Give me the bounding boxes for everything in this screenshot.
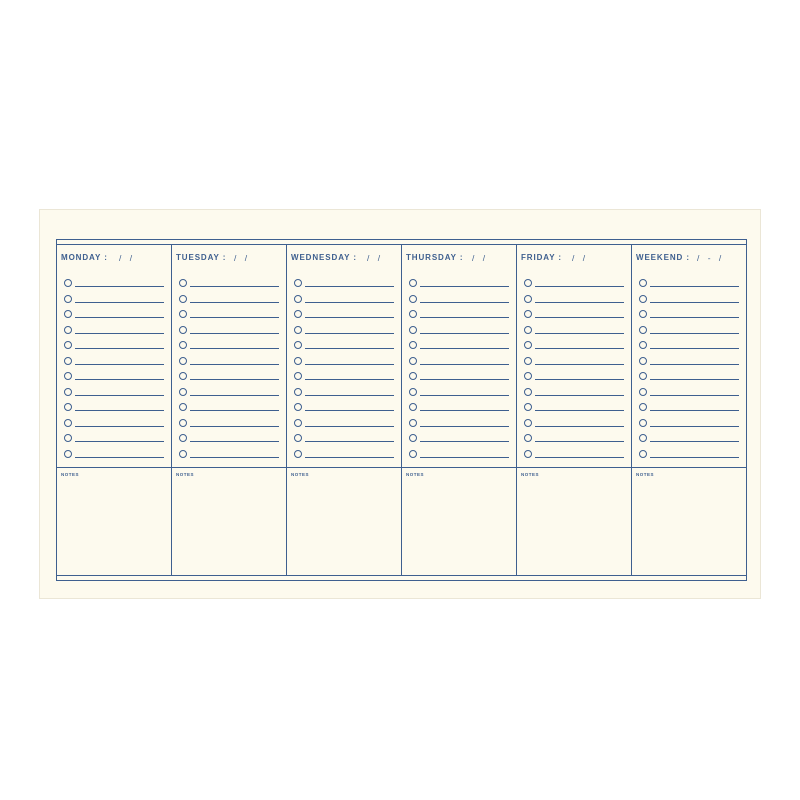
- task-write-line[interactable]: [75, 333, 164, 334]
- task-row: [294, 446, 394, 462]
- task-checkbox-icon[interactable]: [294, 295, 302, 303]
- task-write-line[interactable]: [420, 302, 509, 303]
- task-write-line[interactable]: [75, 286, 164, 287]
- task-checkbox-icon[interactable]: [179, 279, 187, 287]
- task-write-line[interactable]: [75, 395, 164, 396]
- task-row: [524, 415, 624, 431]
- task-row: [179, 275, 279, 291]
- day-label: MONDAY :: [61, 253, 108, 262]
- task-write-line[interactable]: [535, 441, 624, 442]
- task-checkbox-icon[interactable]: [179, 372, 187, 380]
- notes-label: NOTES: [406, 472, 425, 477]
- day-column-weekend: [631, 244, 746, 576]
- task-write-line[interactable]: [420, 364, 509, 365]
- task-checkbox-icon[interactable]: [179, 388, 187, 396]
- task-checkbox-icon[interactable]: [524, 341, 532, 349]
- task-write-line[interactable]: [305, 457, 394, 458]
- task-write-line[interactable]: [75, 379, 164, 380]
- task-checkbox-icon[interactable]: [294, 357, 302, 365]
- task-row: [179, 384, 279, 400]
- task-write-line[interactable]: [305, 286, 394, 287]
- notes-area[interactable]: [632, 467, 746, 576]
- task-checkbox-icon[interactable]: [294, 279, 302, 287]
- notes-label: NOTES: [61, 472, 80, 477]
- task-checkbox-icon[interactable]: [639, 341, 647, 349]
- task-checkbox-icon[interactable]: [64, 341, 72, 349]
- notes-area[interactable]: [402, 467, 516, 576]
- task-row: [409, 291, 509, 307]
- task-row: [639, 353, 739, 369]
- task-write-line[interactable]: [650, 302, 739, 303]
- task-write-line[interactable]: [650, 395, 739, 396]
- task-row: [179, 399, 279, 415]
- day-column-monday: [57, 244, 171, 576]
- notes-label: NOTES: [521, 472, 540, 477]
- task-write-line[interactable]: [535, 302, 624, 303]
- task-row: [639, 446, 739, 462]
- task-row: [179, 415, 279, 431]
- task-row: [64, 337, 164, 353]
- task-row: [409, 275, 509, 291]
- task-list: [294, 275, 394, 461]
- task-row: [409, 368, 509, 384]
- task-write-line[interactable]: [535, 395, 624, 396]
- task-write-line[interactable]: [190, 441, 279, 442]
- task-row: [179, 322, 279, 338]
- task-checkbox-icon[interactable]: [294, 403, 302, 411]
- task-write-line[interactable]: [75, 364, 164, 365]
- task-write-line[interactable]: [190, 364, 279, 365]
- task-checkbox-icon[interactable]: [639, 450, 647, 458]
- task-row: [524, 291, 624, 307]
- task-write-line[interactable]: [305, 364, 394, 365]
- task-row: [179, 353, 279, 369]
- task-checkbox-icon[interactable]: [409, 403, 417, 411]
- task-write-line[interactable]: [420, 286, 509, 287]
- weekly-planner-pad: [40, 210, 760, 598]
- task-write-line[interactable]: [190, 426, 279, 427]
- task-row: [409, 353, 509, 369]
- task-row: [639, 291, 739, 307]
- task-write-line[interactable]: [650, 333, 739, 334]
- task-row: [294, 306, 394, 322]
- task-row: [294, 368, 394, 384]
- task-list: [179, 275, 279, 461]
- task-row: [524, 337, 624, 353]
- task-write-line[interactable]: [535, 457, 624, 458]
- task-checkbox-icon[interactable]: [409, 434, 417, 442]
- task-write-line[interactable]: [190, 302, 279, 303]
- task-row: [294, 337, 394, 353]
- task-write-line[interactable]: [190, 286, 279, 287]
- task-checkbox-icon[interactable]: [64, 403, 72, 411]
- task-write-line[interactable]: [75, 302, 164, 303]
- task-write-line[interactable]: [535, 317, 624, 318]
- task-checkbox-icon[interactable]: [639, 403, 647, 411]
- notes-area[interactable]: [172, 467, 286, 576]
- task-checkbox-icon[interactable]: [639, 279, 647, 287]
- task-write-line[interactable]: [190, 410, 279, 411]
- task-write-line[interactable]: [650, 364, 739, 365]
- task-write-line[interactable]: [535, 286, 624, 287]
- task-row: [639, 430, 739, 446]
- day-columns: [57, 244, 746, 576]
- task-checkbox-icon[interactable]: [64, 357, 72, 365]
- task-row: [64, 291, 164, 307]
- task-write-line[interactable]: [305, 395, 394, 396]
- task-checkbox-icon[interactable]: [409, 310, 417, 318]
- task-row: [64, 306, 164, 322]
- task-checkbox-icon[interactable]: [179, 403, 187, 411]
- task-checkbox-icon[interactable]: [524, 310, 532, 318]
- day-label: WEDNESDAY :: [291, 253, 357, 262]
- task-row: [294, 275, 394, 291]
- task-write-line[interactable]: [650, 379, 739, 380]
- task-row: [64, 415, 164, 431]
- day-label: THURSDAY :: [406, 253, 464, 262]
- task-checkbox-icon[interactable]: [524, 279, 532, 287]
- task-list: [64, 275, 164, 461]
- task-checkbox-icon[interactable]: [409, 419, 417, 427]
- task-row: [64, 430, 164, 446]
- planner-frame: [56, 239, 747, 581]
- task-row: [294, 415, 394, 431]
- task-write-line[interactable]: [190, 348, 279, 349]
- task-write-line[interactable]: [420, 333, 509, 334]
- task-checkbox-icon[interactable]: [524, 419, 532, 427]
- date-field[interactable]: / /: [119, 253, 136, 263]
- task-row: [639, 415, 739, 431]
- task-write-line[interactable]: [420, 348, 509, 349]
- task-checkbox-icon[interactable]: [524, 450, 532, 458]
- task-row: [639, 399, 739, 415]
- task-write-line[interactable]: [75, 426, 164, 427]
- task-write-line[interactable]: [75, 348, 164, 349]
- notes-area[interactable]: [517, 467, 631, 576]
- task-checkbox-icon[interactable]: [64, 372, 72, 380]
- task-write-line[interactable]: [75, 410, 164, 411]
- task-write-line[interactable]: [535, 348, 624, 349]
- task-row: [64, 368, 164, 384]
- task-write-line[interactable]: [190, 333, 279, 334]
- day-label: WEEKEND :: [636, 253, 690, 262]
- task-checkbox-icon[interactable]: [409, 357, 417, 365]
- task-checkbox-icon[interactable]: [64, 279, 72, 287]
- date-field[interactable]: / - /: [697, 253, 725, 263]
- task-row: [409, 384, 509, 400]
- task-checkbox-icon[interactable]: [639, 434, 647, 442]
- day-label: TUESDAY :: [176, 253, 227, 262]
- task-checkbox-icon[interactable]: [639, 372, 647, 380]
- date-field[interactable]: / /: [234, 253, 251, 263]
- task-write-line[interactable]: [650, 317, 739, 318]
- task-row: [179, 291, 279, 307]
- task-row: [179, 430, 279, 446]
- task-checkbox-icon[interactable]: [179, 326, 187, 334]
- task-checkbox-icon[interactable]: [179, 434, 187, 442]
- task-row: [639, 275, 739, 291]
- task-row: [524, 384, 624, 400]
- task-write-line[interactable]: [305, 426, 394, 427]
- day-column-friday: [516, 244, 631, 576]
- task-row: [409, 446, 509, 462]
- task-checkbox-icon[interactable]: [294, 434, 302, 442]
- task-write-line[interactable]: [420, 317, 509, 318]
- task-checkbox-icon[interactable]: [64, 310, 72, 318]
- task-row: [409, 399, 509, 415]
- task-checkbox-icon[interactable]: [294, 372, 302, 380]
- task-row: [179, 368, 279, 384]
- day-column-wednesday: [286, 244, 401, 576]
- task-checkbox-icon[interactable]: [409, 279, 417, 287]
- task-checkbox-icon[interactable]: [64, 295, 72, 303]
- task-row: [639, 306, 739, 322]
- task-checkbox-icon[interactable]: [409, 341, 417, 349]
- task-write-line[interactable]: [650, 426, 739, 427]
- task-write-line[interactable]: [535, 364, 624, 365]
- task-checkbox-icon[interactable]: [639, 295, 647, 303]
- task-row: [294, 384, 394, 400]
- task-write-line[interactable]: [420, 395, 509, 396]
- task-row: [639, 384, 739, 400]
- task-row: [524, 275, 624, 291]
- task-checkbox-icon[interactable]: [64, 434, 72, 442]
- task-write-line[interactable]: [535, 410, 624, 411]
- task-row: [64, 275, 164, 291]
- task-write-line[interactable]: [190, 457, 279, 458]
- task-write-line[interactable]: [535, 379, 624, 380]
- task-checkbox-icon[interactable]: [294, 326, 302, 334]
- task-checkbox-icon[interactable]: [409, 295, 417, 303]
- task-row: [64, 384, 164, 400]
- task-row: [64, 322, 164, 338]
- task-checkbox-icon[interactable]: [639, 310, 647, 318]
- task-row: [409, 322, 509, 338]
- task-checkbox-icon[interactable]: [179, 295, 187, 303]
- task-write-line[interactable]: [650, 441, 739, 442]
- task-checkbox-icon[interactable]: [639, 388, 647, 396]
- task-checkbox-icon[interactable]: [294, 341, 302, 349]
- task-list: [639, 275, 739, 461]
- task-row: [64, 353, 164, 369]
- task-row: [294, 353, 394, 369]
- date-field[interactable]: / /: [572, 253, 589, 263]
- task-row: [409, 306, 509, 322]
- task-write-line[interactable]: [420, 410, 509, 411]
- task-write-line[interactable]: [420, 457, 509, 458]
- task-write-line[interactable]: [190, 379, 279, 380]
- task-row: [524, 368, 624, 384]
- task-row: [409, 337, 509, 353]
- task-write-line[interactable]: [305, 348, 394, 349]
- task-write-line[interactable]: [305, 441, 394, 442]
- task-list: [409, 275, 509, 461]
- task-row: [294, 430, 394, 446]
- notes-label: NOTES: [636, 472, 655, 477]
- task-checkbox-icon[interactable]: [64, 419, 72, 427]
- task-row: [524, 322, 624, 338]
- task-write-line[interactable]: [305, 317, 394, 318]
- task-write-line[interactable]: [305, 379, 394, 380]
- task-checkbox-icon[interactable]: [294, 419, 302, 427]
- task-write-line[interactable]: [420, 379, 509, 380]
- task-row: [409, 415, 509, 431]
- task-row: [64, 446, 164, 462]
- notes-label: NOTES: [291, 472, 310, 477]
- task-write-line[interactable]: [420, 426, 509, 427]
- task-row: [639, 322, 739, 338]
- task-write-line[interactable]: [535, 426, 624, 427]
- task-write-line[interactable]: [650, 457, 739, 458]
- task-checkbox-icon[interactable]: [409, 326, 417, 334]
- task-row: [409, 430, 509, 446]
- task-write-line[interactable]: [420, 441, 509, 442]
- task-checkbox-icon[interactable]: [294, 450, 302, 458]
- task-checkbox-icon[interactable]: [639, 326, 647, 334]
- task-write-line[interactable]: [650, 348, 739, 349]
- task-row: [179, 337, 279, 353]
- task-write-line[interactable]: [650, 286, 739, 287]
- task-row: [294, 399, 394, 415]
- task-row: [64, 399, 164, 415]
- notes-label: NOTES: [176, 472, 195, 477]
- task-row: [639, 368, 739, 384]
- task-row: [294, 322, 394, 338]
- task-checkbox-icon[interactable]: [524, 295, 532, 303]
- task-checkbox-icon[interactable]: [179, 419, 187, 427]
- notes-area[interactable]: [57, 467, 171, 576]
- task-row: [179, 306, 279, 322]
- task-checkbox-icon[interactable]: [294, 388, 302, 396]
- task-checkbox-icon[interactable]: [524, 434, 532, 442]
- task-checkbox-icon[interactable]: [524, 357, 532, 365]
- task-checkbox-icon[interactable]: [179, 450, 187, 458]
- day-column-tuesday: [171, 244, 286, 576]
- date-field[interactable]: / /: [472, 253, 489, 263]
- task-checkbox-icon[interactable]: [524, 372, 532, 380]
- task-row: [179, 446, 279, 462]
- task-checkbox-icon[interactable]: [294, 310, 302, 318]
- task-write-line[interactable]: [305, 333, 394, 334]
- task-checkbox-icon[interactable]: [639, 357, 647, 365]
- task-checkbox-icon[interactable]: [409, 388, 417, 396]
- task-checkbox-icon[interactable]: [64, 450, 72, 458]
- task-checkbox-icon[interactable]: [639, 419, 647, 427]
- task-write-line[interactable]: [305, 410, 394, 411]
- task-checkbox-icon[interactable]: [409, 372, 417, 380]
- task-write-line[interactable]: [305, 302, 394, 303]
- task-checkbox-icon[interactable]: [524, 403, 532, 411]
- task-write-line[interactable]: [190, 395, 279, 396]
- day-label: FRIDAY :: [521, 253, 562, 262]
- task-write-line[interactable]: [190, 317, 279, 318]
- task-write-line[interactable]: [75, 317, 164, 318]
- task-write-line[interactable]: [75, 441, 164, 442]
- task-write-line[interactable]: [75, 457, 164, 458]
- task-write-line[interactable]: [650, 410, 739, 411]
- notes-area[interactable]: [287, 467, 401, 576]
- task-row: [524, 353, 624, 369]
- task-row: [294, 291, 394, 307]
- day-column-thursday: [401, 244, 516, 576]
- task-write-line[interactable]: [535, 333, 624, 334]
- task-row: [524, 446, 624, 462]
- task-list: [524, 275, 624, 461]
- task-checkbox-icon[interactable]: [524, 388, 532, 396]
- task-checkbox-icon[interactable]: [64, 388, 72, 396]
- task-checkbox-icon[interactable]: [409, 450, 417, 458]
- task-checkbox-icon[interactable]: [179, 341, 187, 349]
- task-row: [524, 306, 624, 322]
- task-row: [524, 430, 624, 446]
- task-checkbox-icon[interactable]: [64, 326, 72, 334]
- task-row: [524, 399, 624, 415]
- task-checkbox-icon[interactable]: [179, 310, 187, 318]
- task-checkbox-icon[interactable]: [524, 326, 532, 334]
- task-row: [639, 337, 739, 353]
- date-field[interactable]: / /: [367, 253, 384, 263]
- task-checkbox-icon[interactable]: [179, 357, 187, 365]
